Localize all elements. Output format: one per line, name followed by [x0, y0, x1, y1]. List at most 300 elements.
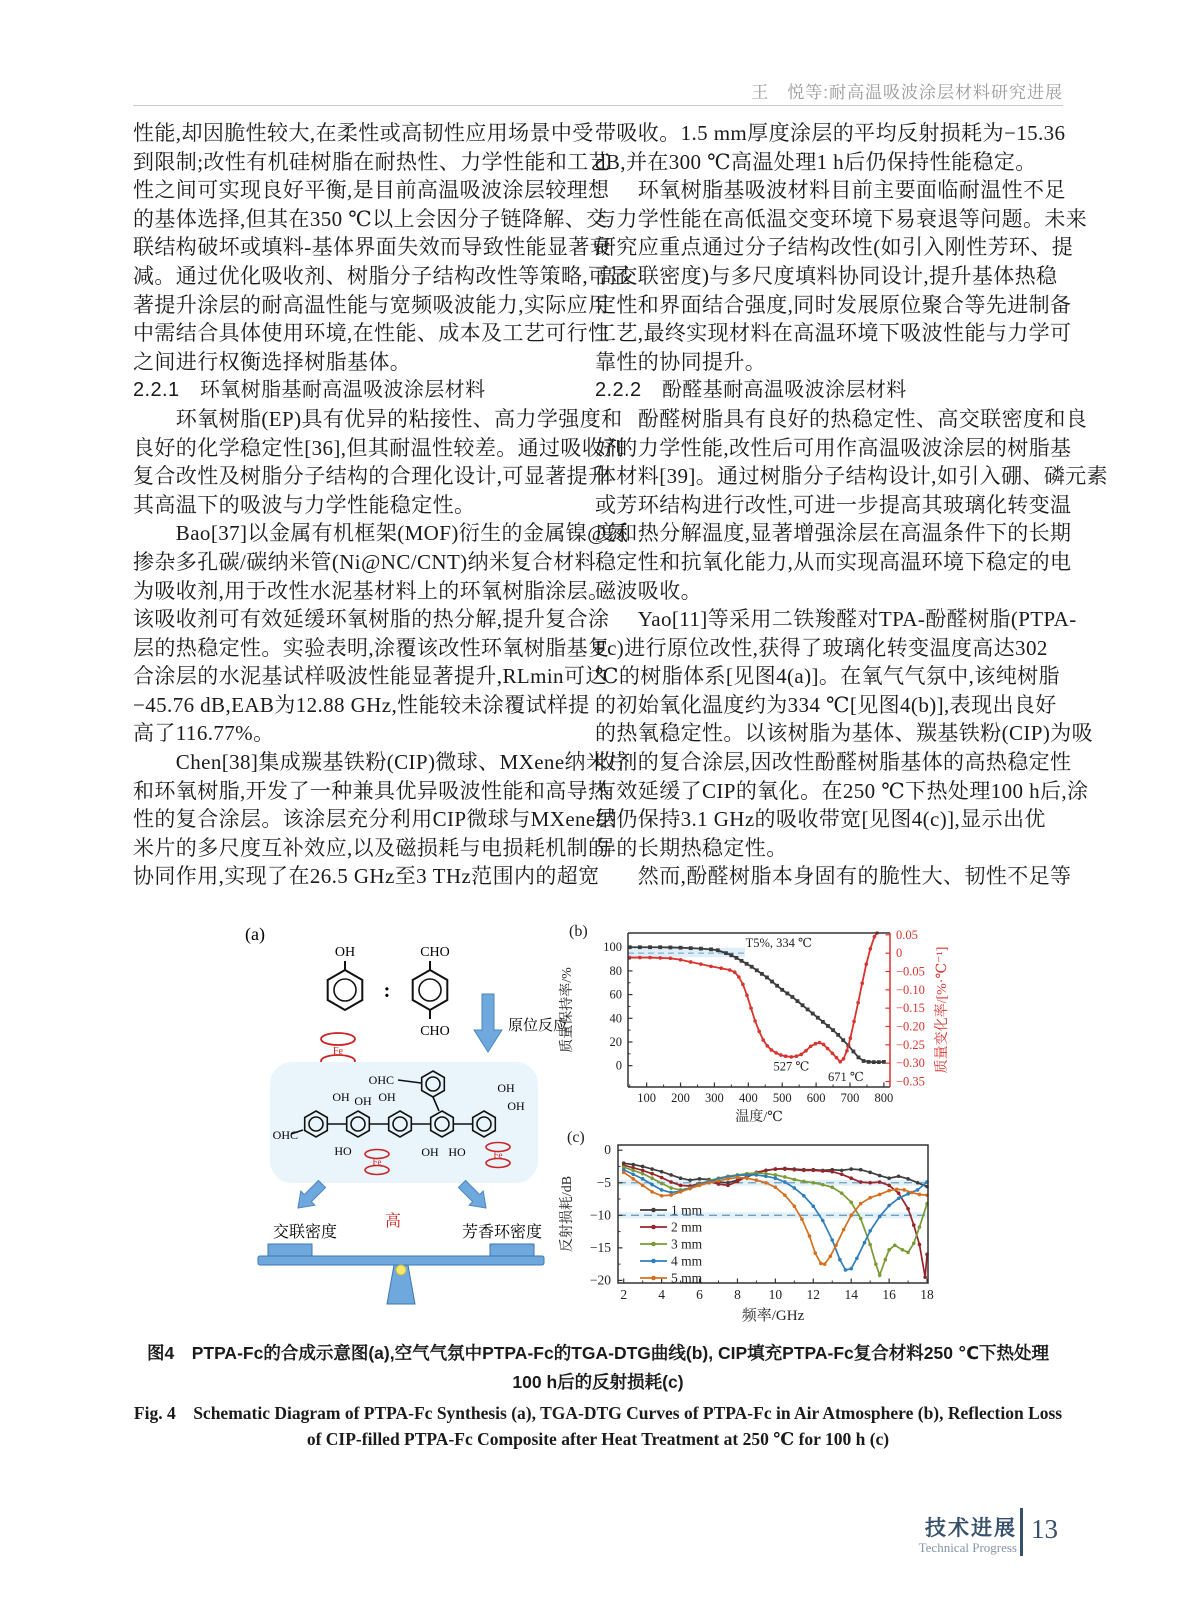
series-1mm-marker — [859, 1168, 863, 1172]
series-dtg-marker — [737, 975, 741, 979]
series-dtg-marker — [856, 1001, 860, 1005]
series-3mm-marker — [660, 1182, 664, 1186]
panel-a-label: (a) — [245, 924, 265, 944]
series-4mm-marker — [764, 1174, 768, 1178]
series-3mm-marker — [821, 1183, 825, 1187]
series-5mm-marker — [755, 1178, 759, 1182]
annotation-label: T5%, 334 ℃ — [745, 936, 813, 951]
series-3mm-marker — [906, 1251, 910, 1255]
footer-divider-bar — [1020, 1508, 1023, 1556]
series-tga-marker — [658, 945, 662, 949]
body-text-line: 中需结合具体使用环境,在性能、成本及工艺可行性 — [133, 321, 610, 346]
series-3mm-marker — [912, 1241, 916, 1245]
body-text-line: 的热氧稳定性。以该树脂为基体、羰基铁粉(CIP)为吸 — [595, 721, 1094, 746]
fe-label: Fe — [333, 1046, 343, 1057]
series-5mm-marker — [849, 1214, 853, 1218]
series-2mm-marker — [906, 1207, 910, 1211]
series-tga-marker — [862, 1059, 866, 1063]
series-dtg-marker — [822, 1043, 826, 1047]
ratio-colon: : — [383, 980, 391, 1002]
series-tga-marker — [729, 953, 733, 957]
body-text-line: 定性和界面结合强度,同时发展原位聚合等先进制备 — [595, 292, 1072, 317]
y-axis-title: 反射损耗/dB — [560, 1175, 575, 1253]
body-text-line: 度和热分解温度,显著增强涂层在高温条件下的长期 — [595, 521, 1072, 546]
series-4mm-marker — [849, 1267, 853, 1271]
series-4mm-marker — [821, 1219, 825, 1223]
cho-top-label: CHO — [420, 945, 450, 960]
balance-seesaw — [258, 1244, 544, 1304]
series-tga-marker — [740, 959, 744, 963]
seesaw-pivot-pin — [396, 1265, 406, 1275]
series-2mm-marker — [802, 1169, 806, 1173]
footer-section-cn: 技术进展 — [925, 1517, 1017, 1540]
y-right-tick-label: −0.20 — [896, 1019, 925, 1034]
y-left-tick-label: 80 — [609, 963, 622, 978]
series-tga-marker — [648, 945, 652, 949]
series-dtg-marker — [699, 962, 703, 966]
series-5mm-marker — [813, 1251, 817, 1255]
body-text-line: 减。通过优化吸收剂、树脂分子结构改性等策略,可显 — [133, 263, 631, 288]
body-text-line: 高交联密度)与多尺度填料协同设计,提升基体热稳 — [595, 263, 1058, 288]
series-3mm-marker — [884, 1258, 888, 1262]
series-4mm-marker — [830, 1238, 834, 1242]
series-4mm-marker — [868, 1229, 872, 1233]
series-4mm-marker — [878, 1215, 882, 1219]
body-text-line: 协同作用,实现了在26.5 GHz至3 THz范围内的超宽 — [133, 864, 600, 889]
series-4mm-marker — [897, 1197, 901, 1201]
legend-label: 3 mm — [671, 1236, 703, 1252]
body-text-line: 带吸收。1.5 mm厚度涂层的平均反射损耗为−15.36 — [595, 121, 1066, 145]
series-2mm-marker — [859, 1180, 863, 1184]
series-5mm-marker — [745, 1176, 749, 1180]
x-axis-title: 温度/℃ — [735, 1110, 783, 1125]
panel-c-label: (c) — [567, 1129, 585, 1146]
series-1mm-marker — [679, 1176, 683, 1180]
series-5mm-marker — [707, 1181, 711, 1185]
page-number: 13 — [1031, 1514, 1058, 1544]
series-1mm-marker — [897, 1174, 901, 1178]
y-right-tick-label: −0.30 — [896, 1056, 925, 1071]
series-3mm-marker — [793, 1178, 797, 1182]
series-tga-marker — [872, 1060, 876, 1064]
figure-caption-en-line1: Fig. 4 Schematic Diagram of PTPA-Fc Synthesis (a), TGA-DTG Curves of PTPA-Fc in Air Atmosphere (b), Reflection Loss — [133, 1403, 1063, 1423]
body-text-line: 性的复合涂层。该涂层充分利用CIP微球与MXene纳 — [133, 807, 618, 832]
series-3mm-marker — [650, 1176, 654, 1180]
series-2mm-marker — [660, 1176, 664, 1180]
y-right-tick-label: 0 — [896, 946, 903, 961]
cyclopentadienyl-ring — [321, 1033, 355, 1045]
series-2mm-marker — [764, 1169, 768, 1173]
body-text-line: Chen[38]集成羰基铁粉(CIP)微球、MXene纳米片 — [133, 750, 629, 775]
series-5mm-marker — [878, 1193, 882, 1197]
series-5mm-marker — [902, 1188, 906, 1192]
body-text-line: 环氧树脂基吸波材料目前主要面临耐温性不足 — [595, 178, 1066, 203]
series-3mm-marker — [878, 1273, 882, 1277]
series-3mm-marker — [811, 1181, 815, 1185]
series-4mm-marker — [802, 1194, 806, 1198]
series-dtg-marker — [741, 983, 745, 987]
series-dtg-marker — [728, 968, 732, 972]
series-1mm-marker — [669, 1173, 673, 1177]
series-dtg-marker — [761, 1038, 765, 1042]
body-text-line: 或芳环结构进行改性,可进一步提高其玻璃化转变温 — [595, 492, 1072, 517]
series-tga-marker — [775, 984, 779, 988]
series-4mm-marker — [660, 1188, 664, 1192]
series-1mm-marker — [878, 1174, 882, 1178]
series-tga-marker — [836, 1033, 840, 1037]
series-5mm-marker — [698, 1184, 702, 1188]
series-dtg-marker — [860, 981, 864, 985]
y-tick-label: −10 — [589, 1207, 611, 1223]
series-dtg-marker — [804, 1049, 808, 1053]
series-dtg-marker — [658, 956, 662, 960]
body-text-line: 其高温下的吸波与力学性能稳定性。 — [133, 492, 476, 517]
x-tick-label: 100 — [637, 1091, 657, 1105]
series-tga-marker — [811, 1012, 815, 1016]
seesaw-weight-right — [490, 1244, 534, 1256]
series-dtg-marker — [757, 1029, 761, 1033]
series-tga-marker — [679, 946, 683, 950]
seesaw-beam — [258, 1256, 544, 1265]
series-5mm-marker — [868, 1196, 872, 1200]
polymer-ho: HO — [448, 1145, 466, 1159]
series-4mm-marker — [844, 1268, 848, 1272]
series-5mm-marker — [823, 1262, 827, 1266]
series-2mm-marker — [811, 1169, 815, 1173]
series-5mm-marker — [842, 1228, 846, 1232]
series-3mm-marker — [669, 1186, 673, 1190]
reaction-arrow-down — [474, 994, 502, 1052]
series-dtg-marker — [648, 956, 652, 960]
series-tga-marker — [724, 951, 728, 955]
series-4mm-marker — [916, 1188, 920, 1192]
seesaw-weight-left — [268, 1244, 312, 1256]
series-tga-marker — [857, 1055, 861, 1059]
y-tick-label: 0 — [604, 1142, 611, 1158]
series-5mm-marker — [895, 1187, 899, 1191]
series-4mm-marker — [906, 1192, 910, 1196]
figure-caption-cn-line2: 100 h后的反射损耗(c) — [512, 1372, 684, 1392]
series-5mm-marker — [800, 1217, 804, 1221]
y-right-tick-label: −0.05 — [896, 964, 925, 979]
body-text-line: Yao[11]等采用二铁羧醛对TPA-酚醛树脂(PTPA- — [595, 607, 1077, 632]
series-5mm-marker — [717, 1179, 721, 1183]
y-left-tick-label: 60 — [609, 987, 622, 1002]
x-tick-label: 300 — [705, 1091, 724, 1105]
body-text-line: 收剂的复合涂层,因改性酚醛树脂基体的高热稳定性 — [595, 750, 1072, 775]
x-tick-label: 12 — [806, 1287, 821, 1302]
series-2mm-marker — [679, 1184, 683, 1188]
series-4mm-marker — [863, 1241, 867, 1245]
x-tick-label: 600 — [806, 1091, 826, 1105]
series-1mm-marker — [631, 1163, 635, 1167]
series-4mm-marker — [641, 1177, 645, 1181]
y-right-tick-label: −0.15 — [896, 1001, 925, 1016]
series-1mm-marker — [906, 1177, 910, 1181]
series-tga-marker — [745, 962, 749, 966]
body-text-line: 环氧树脂(EP)具有优异的粘接性、高力学强度和 — [133, 406, 623, 431]
series-4mm-marker — [650, 1183, 654, 1187]
x-tick-label: 700 — [840, 1091, 860, 1105]
series-2mm-marker — [717, 1182, 721, 1186]
header-rule — [133, 105, 1063, 106]
polymer-oh: OH — [497, 1081, 515, 1095]
series-tga-marker — [770, 980, 774, 984]
series-3mm-marker — [783, 1175, 787, 1179]
series-dtg-marker — [852, 1020, 856, 1024]
body-text-line: 联结构破坏或填料-基体界面失效而导致性能显著衰 — [133, 235, 612, 260]
body-text-line: 层仍保持3.1 GHz的吸收带宽[见图4(c)],显示出优 — [595, 807, 1046, 832]
series-dtg-marker — [849, 1036, 853, 1040]
series-tga-marker — [841, 1038, 845, 1042]
series-dtg-marker — [845, 1049, 849, 1053]
series-tga-marker — [755, 968, 759, 972]
series-5mm-marker — [622, 1171, 626, 1175]
body-text-line: 著提升涂层的耐高温性能与宽频吸波能力,实际应用 — [133, 292, 610, 317]
y-tick-label: −5 — [596, 1174, 611, 1190]
series-2mm-marker — [641, 1169, 645, 1173]
series-5mm-marker — [679, 1190, 683, 1194]
series-tga-marker — [796, 999, 800, 1003]
series-3mm-marker — [849, 1200, 853, 1204]
legend-marker — [651, 1208, 656, 1213]
body-text-line: 稳定性和抗氧化能力,从而实现高温环境下稳定的电 — [595, 549, 1072, 574]
reflection-loss-chart — [555, 1120, 1115, 1335]
series-tga-marker — [709, 947, 713, 951]
series-dtg-marker — [795, 1054, 799, 1058]
series-5mm-marker — [808, 1234, 812, 1238]
series-dtg-marker — [770, 1048, 774, 1052]
series-4mm-marker — [838, 1258, 842, 1262]
body-text-line: 良好的化学稳定性[36],但其耐温性较差。通过吸收剂 — [133, 435, 625, 460]
series-dtg-marker — [842, 1057, 846, 1061]
body-text-line: 层的热稳定性。实验表明,涂覆该改性环氧树脂基复 — [133, 635, 610, 660]
series-dtg-marker — [669, 957, 673, 961]
aromatic-density-label: 芳香环密度 — [461, 1224, 543, 1241]
body-text-line: 为吸收剂,用于改性水泥基材料上的环氧树脂涂层。 — [133, 578, 610, 603]
body-text-line: 复合改性及树脂分子结构的合理化设计,可显著提升 — [133, 464, 610, 489]
body-text-line: 合涂层的水泥基试样吸波性能显著提升,RLmin可达 — [133, 664, 607, 689]
series-5mm-marker — [774, 1186, 778, 1190]
series-tga-marker — [765, 976, 769, 980]
series-dtg-marker — [749, 1006, 753, 1010]
y-left-axis-title: 质量保持率/% — [560, 967, 575, 1053]
series-dtg-marker — [838, 1060, 842, 1064]
series-dtg-marker — [799, 1053, 803, 1057]
body-text-line: 工艺,最终实现材料在高温环境下吸波性能与力学可 — [595, 321, 1072, 346]
left-column — [133, 119, 631, 891]
series-1mm-marker — [840, 1169, 844, 1173]
y-tick-label: −20 — [589, 1272, 611, 1288]
series-2mm-marker — [793, 1168, 797, 1172]
series-5mm-marker — [918, 1193, 922, 1197]
crosslink-density-label: 交联密度 — [272, 1224, 338, 1241]
series-3mm-marker — [893, 1243, 897, 1247]
series-dtg-marker — [790, 1055, 794, 1059]
body-text-line: 有效延缓了CIP的氧化。在250 ℃下热处理100 h后,涂 — [595, 778, 1089, 803]
figure-caption-en-line2: of CIP-filled PTPA-Fc Composite after Heat Treatment at 250 ℃ for 100 h (c) — [306, 1429, 890, 1449]
series-dtg-marker — [784, 1054, 788, 1058]
body-text-line: 靠性的协同提升。 — [595, 349, 767, 374]
series-2mm-marker — [669, 1180, 673, 1184]
annotation-label: 671 ℃ — [828, 1070, 864, 1085]
x-tick-label: 500 — [772, 1091, 792, 1105]
y-tick-label: −15 — [589, 1239, 611, 1255]
legend-label: 5 mm — [671, 1270, 703, 1286]
series-5mm-marker — [660, 1194, 664, 1198]
body-text-line: 好的力学性能,改性后可用作高温吸波涂层的树脂基 — [595, 435, 1072, 460]
y-left-tick-label: 20 — [609, 1034, 622, 1049]
body-text-line: dB,并在300 ℃高温处理1 h后仍保持性能稳定。 — [595, 149, 1037, 174]
series-4mm-marker — [855, 1256, 859, 1260]
legend-label: 1 mm — [671, 1202, 703, 1218]
y-right-tick-label: 0.05 — [896, 927, 918, 942]
body-text-line: 的初始氧化温度约为334 ℃[见图4(b)],表现出良好 — [595, 692, 1057, 717]
series-2mm-marker — [878, 1180, 882, 1184]
outcome-high-label: 高 — [384, 1213, 402, 1230]
benzene-inner-circle — [419, 979, 441, 1001]
series-5mm-marker — [829, 1255, 833, 1259]
series-2mm-marker — [868, 1181, 872, 1185]
series-1mm-marker — [868, 1171, 872, 1175]
body-text-line: 米片的多尺度互补效应,以及磁损耗与电损耗机制的 — [133, 835, 610, 860]
series-3mm-marker — [874, 1262, 878, 1266]
legend-marker — [651, 1276, 656, 1281]
series-dtg-marker — [733, 970, 737, 974]
series-tga-marker — [750, 965, 754, 969]
polymer-oh: OH — [507, 1099, 525, 1113]
series-dtg-marker — [753, 1019, 757, 1023]
polymer-oh: OH — [378, 1090, 396, 1104]
body-text-line: 和环氧树脂,开发了一种兼具优异吸波性能和高导热 — [133, 778, 610, 803]
series-5mm-marker — [669, 1193, 673, 1197]
phenol-oh-label: OH — [334, 945, 356, 960]
series-5mm-marker — [910, 1191, 914, 1195]
series-dtg-marker — [679, 958, 683, 962]
series-3mm-marker — [802, 1180, 806, 1184]
series-tga-marker — [831, 1028, 835, 1032]
body-text-line: 异的长期热稳定性。 — [595, 835, 788, 860]
series-5mm-marker — [688, 1187, 692, 1191]
series-2mm-marker — [821, 1169, 825, 1173]
series-5mm-marker — [764, 1181, 768, 1185]
series-3mm-marker — [840, 1191, 844, 1195]
series-3mm-marker — [641, 1172, 645, 1176]
body-text-line: 性能,却因脆性较大,在柔性或高韧性应用场景中受 — [133, 121, 594, 145]
body-text-line: 性之间可实现良好平衡,是目前高温吸波涂层较理想 — [133, 178, 610, 203]
series-2mm-marker — [918, 1243, 922, 1247]
body-text-line: ℃的树脂体系[见图4(a)]。在氧气气氛中,该纯树脂 — [595, 664, 1060, 689]
series-2mm-marker — [897, 1191, 901, 1195]
series-1mm-marker — [660, 1170, 664, 1174]
series-2mm-marker — [650, 1172, 654, 1176]
series-5mm-marker — [819, 1262, 823, 1266]
body-text-line: 磁波吸收。 — [595, 578, 702, 603]
body-text-line: 2.2.1 环氧树脂基耐高温吸波涂层材料 — [133, 379, 486, 402]
right-column — [595, 119, 1109, 891]
series-4mm-marker — [793, 1186, 797, 1190]
cho-bottom-label: CHO — [420, 1024, 450, 1039]
series-2mm-marker — [736, 1180, 740, 1184]
series-tga-marker — [877, 1060, 881, 1064]
running-head: 王 悦等:耐高温吸波涂层材料研究进展 — [751, 83, 1063, 102]
series-dtg-marker — [709, 965, 713, 969]
series-dtg-marker — [809, 1045, 813, 1049]
x-tick-label: 10 — [768, 1287, 783, 1302]
series-tga-marker — [638, 945, 642, 949]
body-text-line: 2.2.2 酚醛基耐高温吸波涂层材料 — [595, 379, 907, 402]
series-tga-marker — [882, 1060, 886, 1064]
series-1mm-marker — [887, 1176, 891, 1180]
series-3mm-marker — [901, 1248, 905, 1252]
figure-caption-cn-line1: 图4 PTPA-Fc的合成示意图(a),空气气氛中PTPA-Fc的TGA-DTG曲线(b), CIP填充PTPA-Fc复合材料250 ℃下热处理 — [146, 1343, 1050, 1363]
series-tga-marker — [816, 1016, 820, 1020]
legend-label: 2 mm — [671, 1219, 703, 1235]
series-3mm-marker — [887, 1248, 891, 1252]
series-3mm-marker — [918, 1225, 922, 1229]
polymer-oh: OH — [421, 1145, 439, 1159]
body-text-line: 到限制;改性有机硅树脂在耐热性、力学性能和工艺 — [133, 149, 611, 174]
series-tga-marker — [668, 946, 672, 950]
series-3mm-marker — [631, 1169, 635, 1173]
series-2mm-marker — [923, 1275, 927, 1279]
series-tga-marker — [735, 956, 739, 960]
series-2mm-marker — [912, 1223, 916, 1227]
x-tick-label: 200 — [671, 1091, 690, 1105]
y-right-axis-title: 质量变化率/[%·℃⁻¹] — [935, 946, 950, 1074]
body-text-line: 然而,酚醛树脂本身固有的脆性大、韧性不足等 — [595, 864, 1072, 889]
footer-section-en: Technical Progress — [918, 1540, 1017, 1555]
series-5mm-marker — [783, 1193, 787, 1197]
x-tick-label: 2 — [620, 1287, 628, 1302]
body-text-line: 体材料[39]。通过树脂分子结构设计,如引入硼、磷元素 — [595, 464, 1109, 489]
legend-marker — [651, 1225, 656, 1230]
series-1mm-marker — [641, 1165, 645, 1169]
series-dtg-marker — [745, 994, 749, 998]
body-text-line: 高了116.77%。 — [133, 721, 275, 746]
panel-b-label: (b) — [569, 923, 588, 940]
series-dtg-marker — [864, 962, 868, 966]
benzene-inner-circle — [334, 979, 356, 1001]
series-tga-marker — [716, 948, 720, 952]
synthesis-schematic-panel — [140, 912, 580, 1312]
series-2mm-marker — [830, 1170, 834, 1174]
series-1mm-marker — [849, 1167, 853, 1171]
series-3mm-marker — [859, 1217, 863, 1221]
series-4mm-marker — [745, 1173, 749, 1177]
series-3mm-marker — [868, 1243, 872, 1247]
series-tga-marker — [760, 972, 764, 976]
series-tga-marker — [867, 1060, 871, 1064]
polymer-ho: HO — [334, 1144, 352, 1158]
dialdehyde-molecule — [413, 945, 450, 1039]
series-4mm-marker — [774, 1176, 778, 1180]
body-text-line: 与力学性能在高低温交变环境下易衰退等问题。未来 — [595, 206, 1088, 231]
body-text-line: 掺杂多孔碳/碳纳米管(Ni@NC/CNT)纳米复合材料 — [133, 549, 596, 574]
series-dtg-marker — [689, 960, 693, 964]
series-5mm-marker — [641, 1184, 645, 1188]
series-1mm-marker — [688, 1178, 692, 1182]
series-5mm-marker — [793, 1204, 797, 1208]
polymer-ohc-left: OHC — [272, 1128, 298, 1142]
series-5mm-marker — [631, 1177, 635, 1181]
series-4mm-marker — [887, 1204, 891, 1208]
body-text-line: Fc)进行原位改性,获得了玻璃化转变温度高达302 — [595, 635, 1048, 660]
series-5mm-marker — [859, 1202, 863, 1206]
series-dtg-marker — [835, 1056, 839, 1060]
y-right-tick-label: −0.35 — [896, 1074, 925, 1089]
series-tga-marker — [806, 1008, 810, 1012]
